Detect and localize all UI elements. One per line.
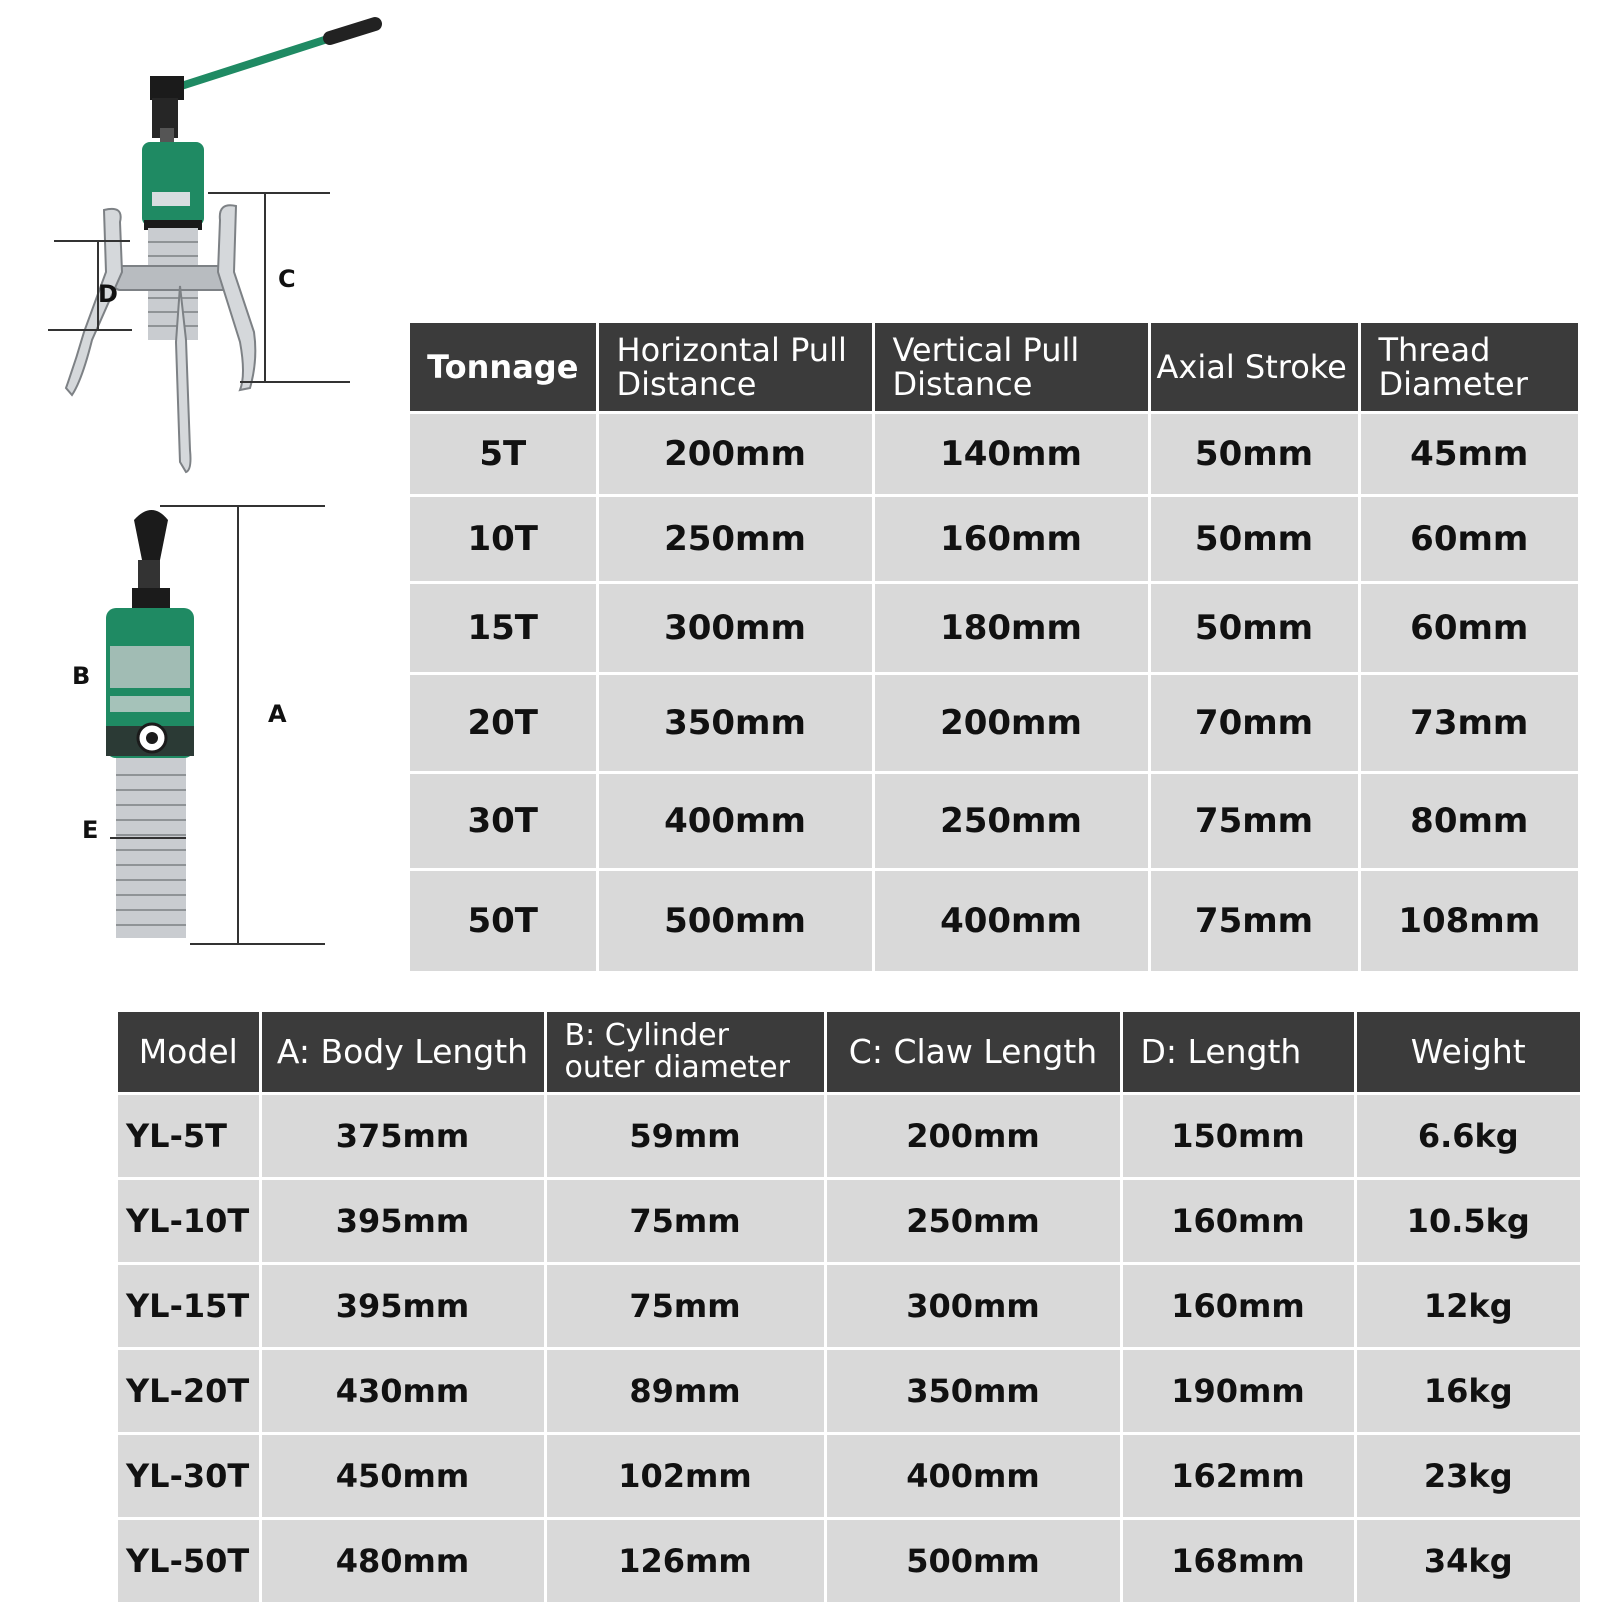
header-cylinder-outer-diameter: B: Cylinder outer diameter [545, 1012, 825, 1094]
cell-d-length: 160mm [1121, 1179, 1355, 1264]
cell-cylinder-diameter: 89mm [545, 1349, 825, 1434]
cell-tonnage: 15T [410, 583, 597, 674]
cell-tonnage: 50T [410, 870, 597, 972]
cell-axial-stroke: 75mm [1149, 773, 1359, 870]
cell-weight: 12kg [1355, 1264, 1580, 1349]
cell-cylinder-diameter: 59mm [545, 1094, 825, 1179]
cell-tonnage: 20T [410, 674, 597, 773]
cell-weight: 23kg [1355, 1434, 1580, 1519]
dimension-label-c: C [278, 265, 296, 293]
header-thread-diameter: Thread Diameter [1359, 323, 1578, 413]
dimension-label-a: A [268, 700, 287, 728]
cell-cylinder-diameter: 75mm [545, 1179, 825, 1264]
header-weight: Weight [1355, 1012, 1580, 1094]
cell-body-length: 430mm [260, 1349, 545, 1434]
table-row [410, 583, 1578, 674]
table-header-row [410, 323, 1578, 413]
table-header-row [118, 1012, 1580, 1094]
cell-horizontal-pull: 200mm [597, 413, 873, 496]
cell-model: YL-5T [118, 1094, 260, 1179]
cell-horizontal-pull: 350mm [597, 674, 873, 773]
cell-thread-diameter: 45mm [1359, 413, 1578, 496]
dimension-label-d: D [98, 280, 118, 308]
table-row [118, 1179, 1580, 1264]
cell-model: YL-15T [118, 1264, 260, 1349]
cell-cylinder-diameter: 75mm [545, 1264, 825, 1349]
header-body-length: A: Body Length [260, 1012, 545, 1094]
cell-d-length: 168mm [1121, 1519, 1355, 1602]
pull-spec-table [410, 323, 1578, 971]
cell-vertical-pull: 200mm [873, 674, 1149, 773]
cell-horizontal-pull: 300mm [597, 583, 873, 674]
cell-weight: 10.5kg [1355, 1179, 1580, 1264]
cell-axial-stroke: 50mm [1149, 583, 1359, 674]
cell-axial-stroke: 50mm [1149, 413, 1359, 496]
header-claw-length: C: Claw Length [825, 1012, 1121, 1094]
cell-thread-diameter: 108mm [1359, 870, 1578, 972]
table-row [118, 1434, 1580, 1519]
cylinder-illustration [60, 500, 350, 970]
puller-illustration [40, 10, 400, 490]
cell-vertical-pull: 400mm [873, 870, 1149, 972]
cell-weight: 6.6kg [1355, 1094, 1580, 1179]
cell-d-length: 160mm [1121, 1264, 1355, 1349]
cell-thread-diameter: 60mm [1359, 583, 1578, 674]
table-row [118, 1094, 1580, 1179]
table-row [118, 1519, 1580, 1602]
cell-model: YL-50T [118, 1519, 260, 1602]
cell-horizontal-pull: 250mm [597, 496, 873, 583]
cell-axial-stroke: 50mm [1149, 496, 1359, 583]
table-row [410, 496, 1578, 583]
dimension-label-b: B [72, 662, 90, 690]
header-vertical-pull-distance: Vertical Pull Distance [873, 323, 1149, 413]
cell-tonnage: 5T [410, 413, 597, 496]
cell-body-length: 450mm [260, 1434, 545, 1519]
cell-body-length: 395mm [260, 1179, 545, 1264]
cell-weight: 34kg [1355, 1519, 1580, 1602]
cell-tonnage: 10T [410, 496, 597, 583]
cell-body-length: 375mm [260, 1094, 545, 1179]
cell-d-length: 162mm [1121, 1434, 1355, 1519]
header-model: Model [118, 1012, 260, 1094]
cell-claw-length: 300mm [825, 1264, 1121, 1349]
cell-d-length: 150mm [1121, 1094, 1355, 1179]
cell-horizontal-pull: 500mm [597, 870, 873, 972]
cell-axial-stroke: 70mm [1149, 674, 1359, 773]
table-row [410, 870, 1578, 972]
cell-thread-diameter: 60mm [1359, 496, 1578, 583]
cell-vertical-pull: 250mm [873, 773, 1149, 870]
dimension-label-e: E [82, 816, 98, 844]
header-tonnage: Tonnage [410, 323, 597, 413]
cell-horizontal-pull: 400mm [597, 773, 873, 870]
cell-body-length: 480mm [260, 1519, 545, 1602]
cell-weight: 16kg [1355, 1349, 1580, 1434]
cell-claw-length: 500mm [825, 1519, 1121, 1602]
cell-thread-diameter: 73mm [1359, 674, 1578, 773]
table-row [410, 674, 1578, 773]
table-row [118, 1264, 1580, 1349]
cell-vertical-pull: 180mm [873, 583, 1149, 674]
table-row [410, 413, 1578, 496]
cell-vertical-pull: 160mm [873, 496, 1149, 583]
cell-thread-diameter: 80mm [1359, 773, 1578, 870]
header-horizontal-pull-distance: Horizontal Pull Distance [597, 323, 873, 413]
cell-claw-length: 200mm [825, 1094, 1121, 1179]
model-spec-table [118, 1012, 1580, 1602]
cell-claw-length: 350mm [825, 1349, 1121, 1434]
cell-cylinder-diameter: 102mm [545, 1434, 825, 1519]
cell-tonnage: 30T [410, 773, 597, 870]
cell-model: YL-10T [118, 1179, 260, 1264]
cell-claw-length: 400mm [825, 1434, 1121, 1519]
cell-body-length: 395mm [260, 1264, 545, 1349]
cell-vertical-pull: 140mm [873, 413, 1149, 496]
cell-model: YL-20T [118, 1349, 260, 1434]
cell-d-length: 190mm [1121, 1349, 1355, 1434]
cell-claw-length: 250mm [825, 1179, 1121, 1264]
cell-cylinder-diameter: 126mm [545, 1519, 825, 1602]
table-row [410, 773, 1578, 870]
header-d-length: D: Length [1121, 1012, 1355, 1094]
header-axial-stroke: Axial Stroke [1149, 323, 1359, 413]
table-row [118, 1349, 1580, 1434]
cell-model: YL-30T [118, 1434, 260, 1519]
cell-axial-stroke: 75mm [1149, 870, 1359, 972]
